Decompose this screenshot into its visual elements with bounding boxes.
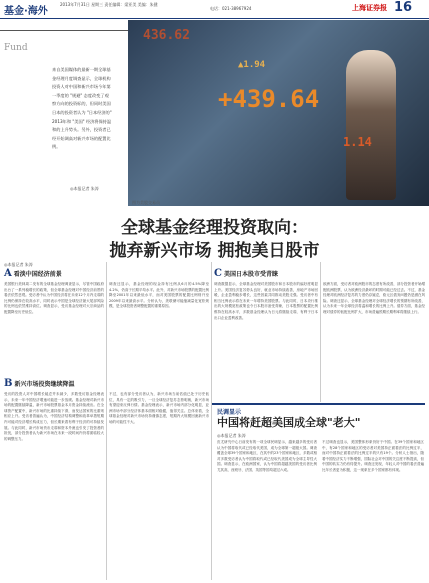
sidebar-column: 皮尤研究中心日前发布的一项全球民调显示，越来越多的受访者认为中国将取代或已经取代美国，成为全球第一超级大国。调查覆盖全球39个国家和地区，在其中的23个国家和地区，多数或相对多数受访者认为中国将取代或已经取代美国成为全球主导性大国。调查显示，在欧洲国家，认为中国将超越美国的受访者比例尤其高，西班牙、法国、英国等国均超过六成。 <box>217 440 317 472</box>
section-heading-b <box>4 378 74 389</box>
masthead <box>0 0 429 20</box>
fund-label: Fund <box>4 43 28 53</box>
masthead-rule <box>0 18 429 19</box>
article-column: 调查还显示，基金经理的现金持有比例从6月的4.5%降至4.2%，仍高于长期平均水平。此外，对新兴市场股票的配置比例降至2001年以来最低水平，而对美国股票的配置比例则升至2009年以来最高水平。分析认为，美联储可能缩减量化宽松规模，是全球投资者调整配置的重要原因。 <box>109 282 209 309</box>
sidebar-column: 不过调查也显示，美国整体形象仍好于中国。在39个国家和地区中，有28个国家和地区的受访者对美国持正面看法的比例过半，而对中国持正面看法的比例过半的只有19个。分析人士指出，随着中国经济实力不断增强，国际社会对中国的关注度不断提高，但中国的软实力仍有待提升。调查还发现，年轻人对中国的看法普遍比年长者更为积极，这一现象在多个国家都有体现。 <box>322 440 424 472</box>
column-divider <box>106 262 107 580</box>
sidebar-kicker: 民调显示 <box>217 409 242 416</box>
section-letter: C <box>214 268 222 279</box>
trading-floor-photo <box>128 20 429 206</box>
section-title: 看淡中国经济前景 <box>13 271 62 278</box>
ticker-number: 1.14 <box>343 135 372 149</box>
section-name: 基金·海外 <box>4 6 48 17</box>
article-column: 欧洲方面，受访者对欧洲股市的态度有所改善，部分投资者开始增配欧洲股票，认为欧洲经济最坏的时期可能已经过去。不过，基金经理对欧洲经济复苏的力度仍存疑虑，欧元区债务问题仍是潜在风险。调查还显示，全球基金经理对全球经济增长的预期有所改善，认为未来一年全球经济将温和增长的比例上升。债券方面，基金经理对债券的低配比例扩大，市场普遍预期长期利率将继续上行。 <box>323 282 425 314</box>
article-column: 美国银行美林周二发布的全球基金经理调查显示，尽管中国政府出台了一系列稳增长的政策，但全球基金经理对中国经济前景的看法依然悲观。受访者中认为中国经济将在未来12个月内走弱的比例仍保持在较高水平，同时表示中国是全球经济最大尾部风险的比例也依然维持高位。调查显示，受访基金经理对大宗商品的配置降至历史低位。 <box>4 282 104 314</box>
section-title: 美国日本股市受青睐 <box>223 271 278 278</box>
ticker-number: ▲1.94 <box>238 60 266 70</box>
issue-meta: 2013年7月31日 星期三 责任编辑：梁亚美 美编：朱健 <box>60 2 158 7</box>
article-column: 不过，也有部分受访者认为，新兴市场当前估值已处于历史低位，具有一定的吸引力，一旦全球经济复苏态势明朗，新兴市场有望迎来反弹行情。基金经理表示，新兴市场内部分化明显，亚洲市场中部分经济体基本面相对稳健，值得关注。总体来看，全球基金经理对新兴市场仍持谨慎态度，短期内大规模回流新兴市场的可能性不大。 <box>109 392 209 424</box>
newspaper-logo: 上海证券报 <box>352 4 387 12</box>
section-heading-c <box>214 268 278 279</box>
headline-line-1: 全球基金经理投资取向： <box>121 218 308 238</box>
section-title: 新兴市场投资继续降温 <box>14 381 75 388</box>
article-column: 调查数据显示，全球基金经理对美国股市和日本股市的偏好度明显上升。美国经济复苏势头良好，就业市场持续改善，房地产市场回暖，企业盈利稳步增长，这些因素共同推动美股走强。受访者中有相当比例表示将在未来一年增持美国股票。与此同时，日本央行推出的大规模宽松政策也令日本股市备受青睐，日本股票的配置比例维持在较高水平，多数基金经理认为日元将继续走弱，有利于日本出口企业盈利改善。 <box>214 282 318 320</box>
section-heading-a <box>4 268 62 279</box>
editor-phone: 电话：021-38967924 <box>210 6 252 11</box>
intro-summary: 来自美国媒体的最新一期全球基金经理月度调查显示，全球机构投资人对中国和新兴市场今年第一季度的 "规避" 态度改变了观察方向的投资标的，但同时美国日本的投资者认为 "日本经济的" 2013年和 "美国" 经济将保持温和的上升势头。另外，投资者已经开始调高对新兴市场的配置比例。 <box>52 67 112 150</box>
photo-caption: 图为美股交易员 <box>132 200 160 205</box>
fund-rule <box>0 30 128 31</box>
ticker-number: 436.62 <box>143 28 190 43</box>
section-letter: A <box>4 268 12 279</box>
trader-figure <box>346 50 396 200</box>
intro-author: ◎本报记者 朱涛 <box>70 186 99 191</box>
column-divider <box>320 262 321 402</box>
section-letter: B <box>4 378 13 389</box>
ticker-number: +439.64 <box>218 85 320 113</box>
sidebar-headline: 中国将赶超美国成全球"老大" <box>217 416 361 429</box>
article-column: 受访的投资人对中国增长疑虑并未减少，多数受访基金经理表示，未来一年中国经济增速可能进一步放缓。基金经理对新兴市场的配置继续降温，新兴市场股票基金本月资金持续流出。在全球资产配置中，新兴市场的比重持续下滑，而发达国家的比重则相应上升。受访者普遍认为，中国经济结构调整和改革举措短期内可能对经济增长构成压力，但长期来看有利于经济的可持续发展。与此同时，新兴市场货币走弱和资本外流也引发了投资者的担忧，部分投资者认为新兴市场在未来一段时间内仍将面临较大的调整压力。 <box>4 392 104 441</box>
headline-line-2: 抛弃新兴市场 拥抱美日股市 <box>109 241 320 261</box>
page-number: 16 <box>394 0 413 15</box>
article-byline: ◎本报记者 朱涛 <box>4 262 33 267</box>
sidebar-byline: ◎本报记者 朱涛 <box>217 433 246 438</box>
